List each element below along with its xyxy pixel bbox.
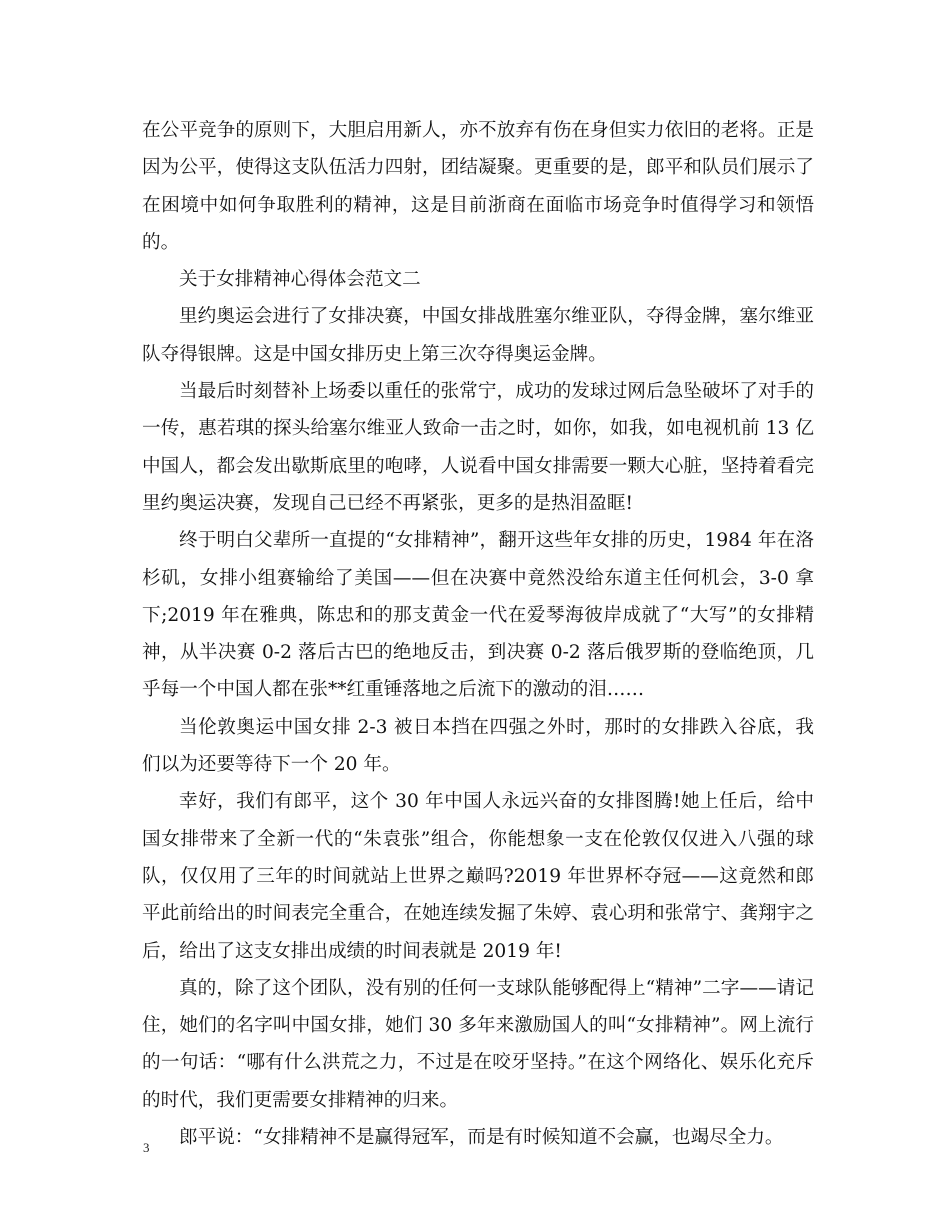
page-number: 3	[143, 1140, 150, 1155]
paragraph-5: 当伦敦奥运中国女排 2-3 被日本挡在四强之外时，那时的女排跌入谷底，我们以为还要等待下一个 20 年。	[142, 716, 814, 776]
paragraph-1: 在公平竞争的原则下，大胆启用新人，亦不放弃有伤在身但实力依旧的老将。正是因为公平，使得这支队伍活力四射，团结凝聚。更重要的是，郎平和队员们展示了在困境中如何争取胜利的精神，这是目前浙商在面临市场竞争时值得学习和领悟的。	[142, 120, 814, 253]
paragraph-4: 终于明白父辈所一直提的“女排精神”，翻开这些年女排的历史，1984 年在洛杉矶，女排小组赛输给了美国——但在决赛中竟然没给东道主任何机会，3-0 拿下;2019 年在雅典，陈忠和的那支黄金一代在爱琴海彼岸成就了“大写”的女排精神，从半决赛 0-2 落后古巴的绝地反击，到决赛 0-2 落后俄罗斯的登临绝顶，几乎每一个中国人都在张**红重锤落地之后流下的激动的泪……	[142, 530, 814, 701]
paragraph-2: 里约奥运会进行了女排决赛，中国女排战胜塞尔维亚队，夺得金牌，塞尔维亚队夺得银牌。这是中国女排历史上第三次夺得奥运金牌。	[142, 306, 814, 365]
paragraph-8: 郎平说：“女排精神不是赢得冠军，而是有时候知道不会赢，也竭尽全力。	[179, 1127, 784, 1149]
document-body	[142, 112, 814, 1156]
section-heading: 关于女排精神心得体会范文二	[179, 269, 421, 291]
paragraph-3: 当最后时刻替补上场委以重任的张常宁，成功的发球过网后急坠破坏了对手的一传，惠若琪的探头给塞尔维亚人致命一击之时，如你，如我，如电视机前 13 亿中国人，都会发出歇斯底里的咆哮，人说看中国女排需要一颗大心脏，坚持着看完里约奥运决赛，发现自己已经不再紧张，更多的是热泪盈眶!	[142, 381, 814, 514]
paragraph-6: 幸好，我们有郎平，这个 30 年中国人永远兴奋的女排图腾!她上任后，给中国女排带来了全新一代的“朱袁张”组合，你能想象一支在伦敦仅仅进入八强的球队，仅仅用了三年的时间就站上世界之巅吗?2019 年世界杯夺冠——这竟然和郎平此前给出的时间表完全重合，在她连续发掘了朱婷、袁心玥和张常宁、龚翔宇之后，给出了这支女排出成绩的时间表就是 2019 年!	[142, 791, 814, 962]
paragraph-7: 真的，除了这个团队，没有别的任何一支球队能够配得上“精神”二字——请记住，她们的名字叫中国女排，她们 30 多年来激励国人的叫“女排精神”。网上流行的一句话：“哪有什么洪荒之力，不过是在咬牙坚持。”在这个网络化、娱乐化充斥的时代，我们更需要女排精神的归来。	[142, 977, 814, 1111]
